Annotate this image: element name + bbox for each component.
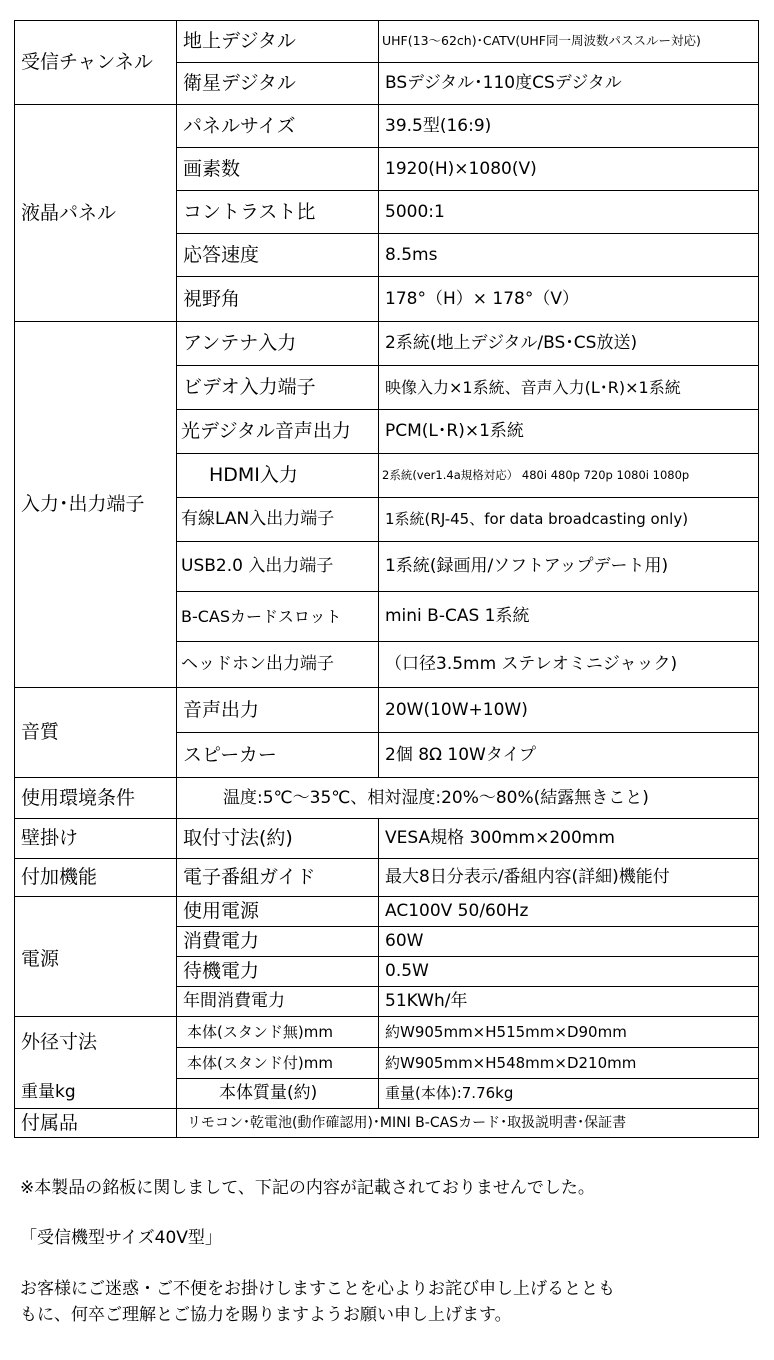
item-value: VESA規格 300mm×200mm — [379, 819, 759, 859]
table-row — [15, 688, 759, 733]
item-label: 電子番組ガイド — [177, 859, 379, 897]
category-environment: 使用環境条件 — [15, 778, 177, 819]
table-row — [15, 859, 759, 897]
note-apology-line1: お客様にご迷惑・ご不便をお掛けしますことを心よりお詫び申し上げるととも — [20, 1278, 615, 1299]
item-value: 重量(本体):7.76kg — [379, 1079, 759, 1109]
item-value: 51KWh/年 — [379, 987, 759, 1017]
category-lcd-panel: 液晶パネル — [15, 105, 177, 322]
item-value: 1920(H)×1080(V) — [379, 148, 759, 191]
table-row — [15, 21, 759, 63]
item-label: 画素数 — [177, 148, 379, 191]
item-value: UHF(13～62ch)･CATV(UHF同一周波数パススルー対応) — [379, 21, 759, 63]
item-label: 応答速度 — [177, 234, 379, 277]
item-label: 音声出力 — [177, 688, 379, 733]
table-row — [15, 322, 759, 366]
table-row — [15, 105, 759, 148]
table-row — [15, 778, 759, 819]
item-value: 178°（H）× 178°（V） — [379, 277, 759, 322]
spec-table — [14, 20, 759, 1138]
item-value: 1系統(録画用/ソフトアップデート用) — [379, 542, 759, 592]
item-label: 本体質量(約) — [177, 1079, 379, 1109]
item-value: 1系統(RJ-45、for data broadcasting only) — [379, 498, 759, 542]
dimensions-label: 外径寸法 — [21, 1030, 98, 1053]
item-label: 使用電源 — [177, 897, 379, 927]
table-row — [15, 1109, 759, 1138]
notes — [20, 1175, 760, 1328]
item-value: 2系統(地上デジタル/BS･CS放送) — [379, 322, 759, 366]
category-sound: 音質 — [15, 688, 177, 778]
item-label: 年間消費電力 — [177, 987, 379, 1017]
item-value: 温度:5℃～35℃、相対湿度:20%～80%(結露無きこと) — [177, 778, 759, 819]
item-label: 地上デジタル — [177, 21, 379, 63]
item-value: 2系統(ver1.4a規格対応） 480i 480p 720p 1080i 1080p — [379, 454, 759, 498]
item-value: mini B-CAS 1系統 — [379, 592, 759, 642]
item-value: AC100V 50/60Hz — [379, 897, 759, 927]
item-label: パネルサイズ — [177, 105, 379, 148]
table-row — [15, 897, 759, 927]
item-label: 本体(スタンド付)mm — [177, 1048, 379, 1079]
category-power: 電源 — [15, 897, 177, 1017]
item-value: 映像入力×1系統、音声入力(L･R)×1系統 — [379, 366, 759, 410]
item-label: アンテナ入力 — [177, 322, 379, 366]
item-value: 最大8日分表示/番組内容(詳細)機能付 — [379, 859, 759, 897]
category-wall-mount: 壁掛け — [15, 819, 177, 859]
item-value: リモコン･乾電池(動作確認用)･MINI B-CASカード･取扱説明書･保証書 — [177, 1109, 759, 1138]
item-label: 光デジタル音声出力 — [177, 410, 379, 454]
item-label: ビデオ入力端子 — [177, 366, 379, 410]
item-label: 有線LAN入出力端子 — [177, 498, 379, 542]
table-row — [15, 1017, 759, 1048]
item-value: BSデジタル･110度CSデジタル — [379, 63, 759, 105]
item-value: 60W — [379, 927, 759, 957]
item-value: 約W905mm×H515mm×D90mm — [379, 1017, 759, 1048]
item-value: 2個 8Ω 10Wタイプ — [379, 733, 759, 778]
item-value: 39.5型(16:9) — [379, 105, 759, 148]
item-value: 20W(10W+10W) — [379, 688, 759, 733]
item-label: HDMI入力 — [177, 454, 379, 498]
table-row — [15, 819, 759, 859]
item-label: 本体(スタンド無)mm — [177, 1017, 379, 1048]
item-label: ヘッドホン出力端子 — [177, 642, 379, 688]
item-value: PCM(L･R)×1系統 — [379, 410, 759, 454]
weight-label: 重量kg — [21, 1081, 76, 1102]
item-label: コントラスト比 — [177, 191, 379, 234]
item-label: USB2.0 入出力端子 — [177, 542, 379, 592]
note-model-size: 「受信機型サイズ40V型」 — [20, 1228, 222, 1249]
category-dimensions — [15, 1017, 177, 1109]
category-accessories: 付属品 — [15, 1109, 177, 1138]
item-label: スピーカー — [177, 733, 379, 778]
item-value: 8.5ms — [379, 234, 759, 277]
item-value: （口径3.5mm ステレオミニジャック) — [379, 642, 759, 688]
note-nameplate: ※本製品の銘板に関しまして、下記の内容が記載されておりませんでした。 — [20, 1178, 595, 1198]
item-label: 取付寸法(約) — [177, 819, 379, 859]
category-io-terminals: 入力･出力端子 — [15, 322, 177, 688]
item-label: 待機電力 — [177, 957, 379, 987]
item-label: 消費電力 — [177, 927, 379, 957]
item-label: 視野角 — [177, 277, 379, 322]
item-label: 衛星デジタル — [177, 63, 379, 105]
note-apology-line2: もに、何卒ご理解とご協力を賜りますようお願い申し上げます。 — [20, 1305, 512, 1326]
item-value: 5000:1 — [379, 191, 759, 234]
item-value: 0.5W — [379, 957, 759, 987]
item-label: B-CASカードスロット — [177, 592, 379, 642]
category-extra: 付加機能 — [15, 859, 177, 897]
item-value: 約W905mm×H548mm×D210mm — [379, 1048, 759, 1079]
category-receive-channel: 受信チャンネル — [15, 21, 177, 105]
